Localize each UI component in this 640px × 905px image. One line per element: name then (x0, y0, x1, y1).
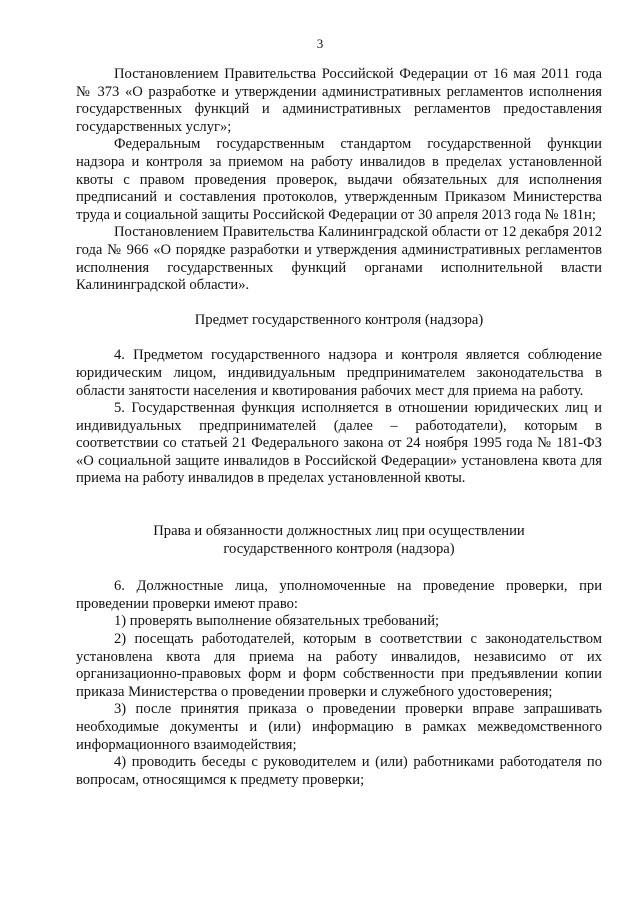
spacer (76, 488, 602, 523)
list-item-1: 1) проверять выполнение обязательных требований; (114, 613, 440, 630)
intro-paragraph-3: Постановлением Правительства Калининградской области от 12 декабря 2012 года № 966 «О порядке разработки и утверждения административных регламентов исполнения государственных функций органами исполнительной власти Калининградской области». (76, 224, 602, 294)
intro-paragraph-1: Постановлением Правительства Российской Федерации от 16 мая 2011 года № 373 «О разработке и утверждении административных регламентов исполнения государственных функций и административных регламентов предоставления государственных услуг»; (76, 66, 602, 135)
section-heading-rights-line-1: Права и обязанности должностных лиц при осуществлении (153, 523, 525, 540)
list-item-2: 2) посещать работодателей, которым в соответствии с законодательством установлена квота для приема на работу инвалидов, независимо от их организационно-правовых форм и форм собственности при предъявлении копии приказа Министерства о проведении проверки и служебного удостоверения; (76, 631, 602, 700)
document-body (76, 66, 602, 789)
paragraph-6: 6. Должностные лица, уполномоченные на проведение проверки, при проведении проверки имеют право: (76, 578, 602, 612)
paragraph-5: 5. Государственная функция исполняется в отношении юридических лиц и индивидуальных предпринимателей (далее – работодатели), которым в соответствии со статьей 21 Федерального закона от 24 ноября 1995 года № 181-ФЗ «О социальной защите инвалидов в Российской Федерации» установлена квота для приема на работу инвалидов в пределах установленной квоты. (76, 400, 602, 487)
section-heading-rights-line-2: государственного контроля (надзора) (223, 540, 455, 557)
section-heading-subject: Предмет государственного контроля (надзора) (194, 311, 484, 328)
spacer (76, 558, 602, 578)
page-number: 3 (316, 36, 324, 51)
list-item-3: 3) после принятия приказа о проведении проверки вправе запрашивать необходимые документы и (или) информацию в рамках межведомственного информационного взаимодействия; (76, 701, 602, 753)
paragraph-4: 4. Предметом государственного надзора и контроля является соблюдение юридическим лицом, индивидуальным предпринимателем законодательства в области занятости населения и квотирования рабочих мест для приема на работу. (76, 347, 602, 399)
intro-paragraph-2: Федеральным государственным стандартом государственной функции надзора и контроля за приемом на работу инвалидов в пределах установленной квоты с правом проведения проверок, выдачи обязательных для исполнения предписаний и составления протоколов, утвержденным Приказом Министерства труда и социальной защиты Российской Федерации от 30 апреля 2013 года № 181н; (76, 136, 602, 223)
spacer (76, 295, 602, 312)
list-item-4: 4) проводить беседы с руководителем и (или) работниками работодателя по вопросам, относящимся к предмету проверки; (76, 754, 602, 788)
spacer (76, 329, 602, 347)
